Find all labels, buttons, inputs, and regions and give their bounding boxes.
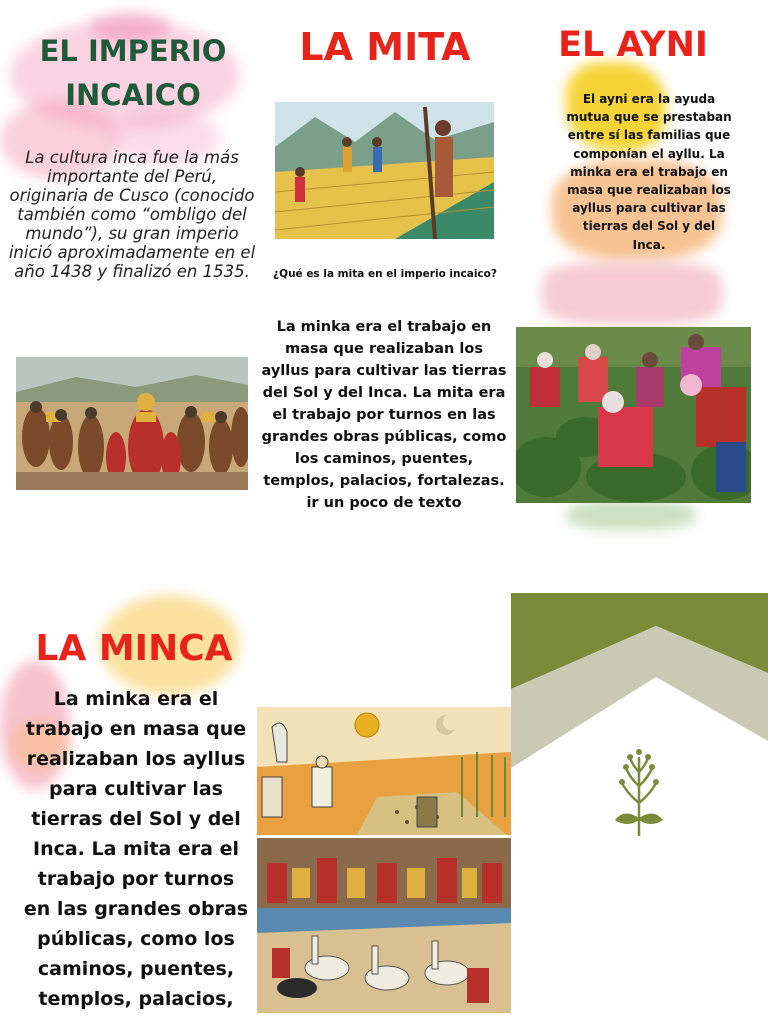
mita-caption: ¿Qué es la mita en el imperio incaico? xyxy=(273,268,497,280)
inca-procession-painting xyxy=(16,357,248,490)
mita-description-extra: ir un poco de texto xyxy=(306,495,462,511)
plant-sprig-icon xyxy=(612,748,666,836)
mita-description xyxy=(260,316,508,514)
imperio-description: La cultura inca fue la más importante del Perú, originaria de Cusco (conocido también como “ombligo del mundo”), su gran imperio inició aproximadamente en el año 1438 y finalizó en 1535. xyxy=(8,148,256,281)
imperio-title-line1: EL IMPERIO xyxy=(39,34,227,68)
mita-farming-illustration xyxy=(275,102,494,239)
minca-description: La minka era el trabajo en masa que realizaban los ayllus para cultivar las tierras del Sol y del Inca. La mita era el trabajo por turnos en las grandes obras públicas, como los caminos, puentes, templos, palacios, xyxy=(23,688,249,1010)
mita-description-main: La minka era el trabajo en masa que realizaban los ayllus para cultivar las tierras del Sol y del Inca. La mita era el trabajo por turnos en las grandes obras públicas, como los caminos, puentes, templos, palacios, fortalezas. xyxy=(261,319,507,489)
minca-title: LA MINCA xyxy=(35,628,233,669)
ayni-field-photo xyxy=(516,327,751,503)
imperio-title-line2: INCAICO xyxy=(65,77,201,112)
ayni-title: EL AYNI xyxy=(558,25,708,65)
ayni-description: El ayni era la ayuda mutua que se prestaban entre sí las familias que componían el ayllu. La minka era el trabajo en masa que realizaban los ayllus para cultivar las tierras del Sol y del Inca. xyxy=(566,92,732,252)
mita-title: LA MITA xyxy=(299,25,471,69)
inca-farming-chronicle-drawing xyxy=(257,707,511,835)
llama-caravan-painting xyxy=(257,838,511,1013)
imperio-title xyxy=(20,30,246,117)
